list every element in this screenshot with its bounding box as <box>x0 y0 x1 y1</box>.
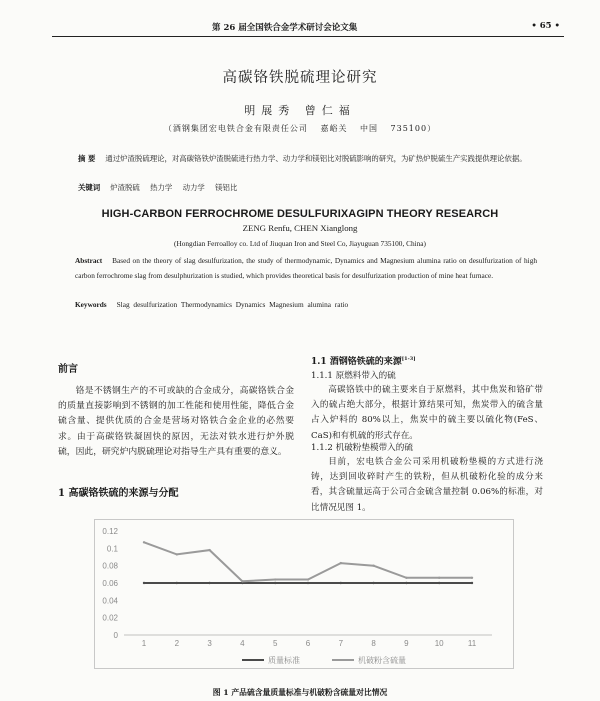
keywords-en-text: Slag desulfurization Thermodynamics Dynamics Magnesium alumina ratio <box>116 300 349 309</box>
x-tick-label: 7 <box>338 639 344 648</box>
affiliation-en: (Hongdian Ferroalloy co. Ltd of Jiuquan Iron and Steel Co, Jiayuguan 735100, China) <box>174 239 426 248</box>
y-tick-label: 0.06 <box>102 579 118 588</box>
page-number: • 65 • <box>531 21 560 31</box>
x-tick-label: 5 <box>272 639 278 648</box>
paper-title-en: HIGH-CARBON FERROCHROME DESULFURIXAGIPN THEORY RESEARCH <box>101 208 499 220</box>
x-tick-label: 8 <box>371 639 376 648</box>
legend-label-2: 机破粉含硫量 <box>358 656 406 665</box>
y-tick-label: 0.08 <box>102 561 118 571</box>
x-tick-label: 2 <box>174 639 180 648</box>
data-point <box>438 577 440 579</box>
section-heading-intro: 前言 <box>58 364 78 375</box>
x-tick-label: 10 <box>434 639 444 648</box>
keywords-cn-text: 炉渣脱硫 热力学 动力学 镁铝比 <box>110 183 238 192</box>
data-point <box>241 580 243 582</box>
y-tick-label: 0.12 <box>102 527 118 536</box>
data-point <box>340 562 342 564</box>
running-title: 第 26 届全国铁合金学术研讨会论文集 <box>212 23 358 33</box>
data-point <box>471 577 473 579</box>
chart-frame <box>95 520 514 669</box>
y-tick-label: 0.1 <box>106 544 118 554</box>
data-point <box>274 582 276 584</box>
keywords-en-label: Keywords <box>75 300 107 309</box>
data-point <box>143 541 145 543</box>
authors-cn: 明展秀 曾仁福 <box>244 104 356 117</box>
y-tick-label: 0 <box>113 631 118 640</box>
y-tick-label: 0.02 <box>102 613 118 623</box>
citation-ref: [1-3] <box>401 356 416 362</box>
data-point <box>307 582 309 584</box>
keywords-cn <box>78 182 544 193</box>
paragraph-1-1-1: 高碳铬铁中的硫主要来自于原燃料，其中焦炭和铬矿带入的硫占绝大部分，根据计算结果可知，焦炭带入的硫含量占入炉料的 80%以上，焦炭中的硫主要以硫化物(FeS、CaS)和有机硫的形式存在。 <box>311 385 543 441</box>
x-tick-label: 11 <box>467 639 477 648</box>
x-tick-label: 6 <box>305 639 311 648</box>
x-tick-label: 4 <box>240 639 245 648</box>
running-header <box>52 20 564 37</box>
paragraph-1-1-2: 目前，宏电铁合金公司采用机破粉垫模的方式进行浇铸，达到回收碎时产生的铁粉，但从机破粉化验的成分来看，其含硫量远高于公司合金硫含量控制 0.06%的标准，对比情况见图 1。 <box>311 457 543 513</box>
section-heading-1: 1 高碳铬铁硫的来源与分配 <box>58 488 179 499</box>
keywords-en <box>75 300 537 309</box>
authors-en: ZENG Renfu, CHEN Xianglong <box>242 223 358 233</box>
abstract-cn-text: 通过炉渣脱硫理论，对高碳铬铁炉渣脱硫进行热力学、动力学和镁铝比对脱硫影响的研究，为矿热炉脱硫生产实践提供理论依据。 <box>105 154 527 163</box>
abstract-en-text: Based on the theory of slag desulfurization, the study of thermodynamic, Dynamics and Magnesium alumina ratio on desulfurization of high carbon ferrochrome slag from desulphurization is studied, which provides theoretical basis for desulfurization production of mine heat furnace. <box>75 256 537 280</box>
data-point <box>471 582 473 584</box>
figure-caption: 图 1 产品硫含量质量标准与机破粉含硫量对比情况 <box>212 688 388 697</box>
series-line-2 <box>144 542 472 581</box>
section-1-1-text: 1.1 酒钢铬铁硫的来源 <box>311 357 402 367</box>
abstract-en-label: Abstract <box>75 256 103 265</box>
data-point <box>372 582 374 584</box>
x-tick-label: 1 <box>141 639 147 648</box>
data-point <box>143 582 145 584</box>
abstract-cn-label: 摘 要 <box>78 154 96 163</box>
figure-1-line-chart <box>94 519 514 669</box>
data-point <box>208 549 210 551</box>
section-heading-1-1-2: 1.1.2 机破粉垫模带入的硫 <box>311 443 413 453</box>
data-point <box>438 582 440 584</box>
data-point <box>208 582 210 584</box>
section-heading-1-1 <box>311 354 416 367</box>
data-point <box>372 564 374 566</box>
x-tick-label: 3 <box>207 639 212 648</box>
intro-paragraph: 铬是不锈钢生产的不可或缺的合金成分，高碳铬铁合金的质量直接影响到不锈钢的加工性能和使用性能，降低合金硫含量、提供优质的合金是营场对铬铁合金企业的必然要求。由于高碳铬铁凝固快的原因，无法对铁水进行炉外脱硫，因此，研究炉内脱硫理论对指导生产具有重要的意义。 <box>58 386 294 457</box>
data-point <box>340 582 342 584</box>
data-point <box>405 577 407 579</box>
section-heading-1-1-1: 1.1.1 原燃料带入的硫 <box>311 371 396 381</box>
data-point <box>274 578 276 580</box>
data-point <box>176 553 178 555</box>
abstract-cn <box>78 152 544 165</box>
legend-label-1: 质量标准 <box>268 656 300 665</box>
y-tick-label: 0.04 <box>102 596 118 606</box>
data-point <box>405 582 407 584</box>
paper-title-cn: 高碳铬铁脱硫理论研究 <box>222 70 378 86</box>
data-point <box>176 582 178 584</box>
x-tick-label: 9 <box>404 639 409 648</box>
abstract-en <box>75 253 537 283</box>
keywords-cn-label: 关键词 <box>78 183 101 192</box>
affiliation-cn: （酒钢集团宏电铁合金有限责任公司 嘉峪关 中国 735100） <box>163 124 437 133</box>
data-point <box>307 578 309 580</box>
